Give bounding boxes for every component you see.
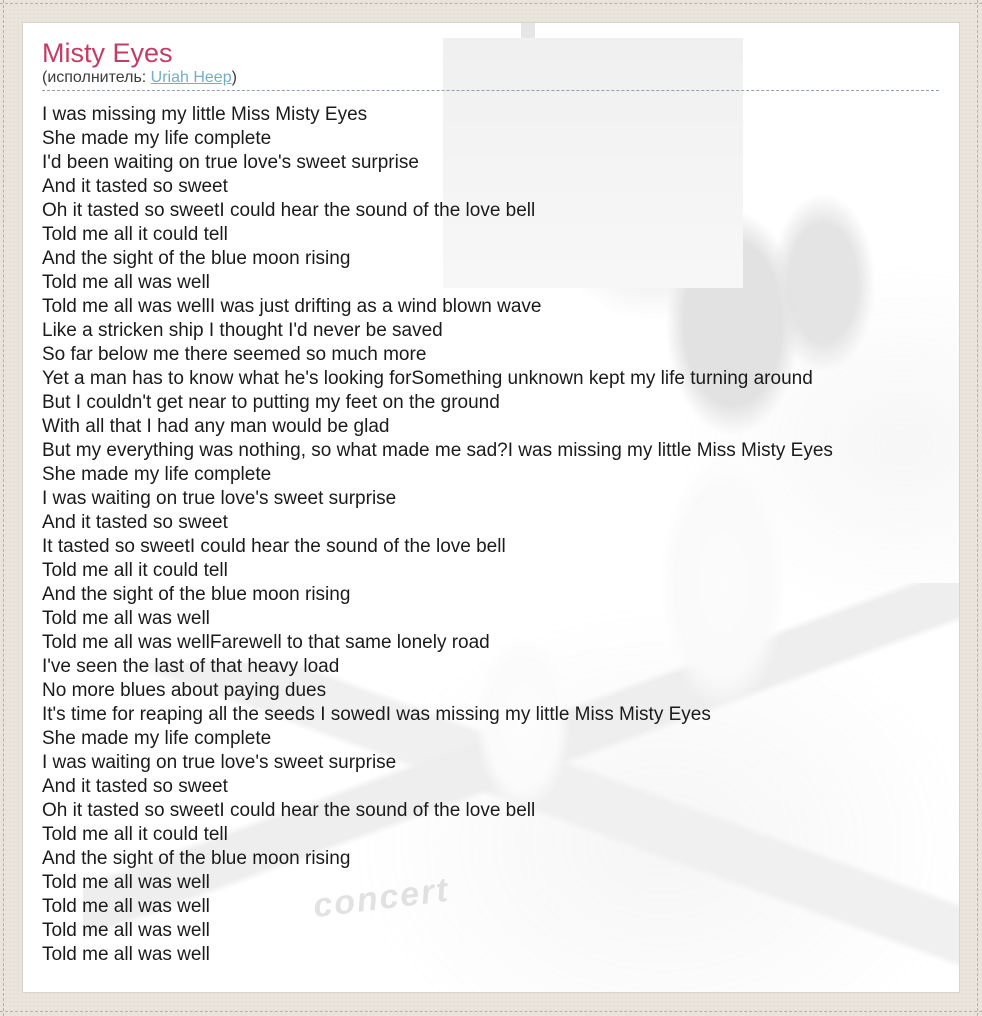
lyric-line: Told me all it could tell	[42, 224, 228, 245]
page-title: Misty Eyes	[42, 38, 173, 68]
lyric-line: And it tasted so sweet	[42, 776, 228, 797]
artist-label-suffix: )	[231, 69, 237, 86]
lyric-line: Told me all was well	[42, 272, 210, 293]
lyric-line: Like a stricken ship I thought I'd never be saved	[42, 320, 443, 341]
lyric-line: I was waiting on true love's sweet surprise	[42, 488, 397, 509]
lyric-line: Told me all was wellFarewell to that same lonely road	[42, 632, 490, 653]
lyric-line: Told me all was well	[42, 872, 210, 893]
lyric-line: It's time for reaping all the seeds I sowedI was missing my little Miss Misty Eyes	[42, 704, 711, 725]
lyric-line: She made my life complete	[42, 464, 272, 485]
artist-link[interactable]: Uriah Heep	[150, 69, 232, 86]
lyric-line: No more blues about paying dues	[42, 680, 327, 701]
lyric-line: I was missing my little Miss Misty Eyes	[42, 104, 368, 125]
lyrics-text	[42, 103, 959, 967]
lyric-line: And the sight of the blue moon rising	[42, 848, 351, 869]
lyric-line: Told me all was well	[42, 920, 210, 941]
lyric-line: I was waiting on true love's sweet surprise	[42, 752, 397, 773]
lyric-line: And the sight of the blue moon rising	[42, 584, 351, 605]
lyric-line: Told me all was wellI was just drifting as a wind blown wave	[42, 296, 542, 317]
lyric-line: And it tasted so sweet	[42, 176, 228, 197]
lyric-line: So far below me there seemed so much more	[42, 344, 427, 365]
lyric-line: It tasted so sweetI could hear the sound of the love bell	[42, 536, 506, 557]
lyric-line: She made my life complete	[42, 728, 272, 749]
stitched-border-top	[0, 3, 982, 4]
lyric-line: I'd been waiting on true love's sweet surprise	[42, 152, 419, 173]
lyric-line: With all that I had any man would be glad	[42, 416, 390, 437]
lyric-line: And it tasted so sweet	[42, 512, 228, 533]
lyric-line: I've seen the last of that heavy load	[42, 656, 340, 677]
lyric-line: But my everything was nothing, so what made me sad?I was missing my little Miss Misty Eyes	[42, 440, 833, 461]
lyric-line: She made my life complete	[42, 128, 272, 149]
lyric-line: Told me all it could tell	[42, 824, 228, 845]
card-content	[23, 23, 959, 967]
lyric-line: Told me all it could tell	[42, 560, 228, 581]
photo-concert-watermark: concert	[311, 870, 452, 926]
lyric-line: Told me all was well	[42, 944, 210, 965]
lyric-line: Oh it tasted so sweetI could hear the sound of the love bell	[42, 800, 536, 821]
lyric-line: Told me all was well	[42, 896, 210, 917]
stitched-border-bottom	[0, 1011, 982, 1012]
stitched-border-right	[977, 0, 978, 1016]
lyric-line: Oh it tasted so sweetI could hear the sound of the love bell	[42, 200, 536, 221]
lyric-line: And the sight of the blue moon rising	[42, 248, 351, 269]
lyric-line: Yet a man has to know what he's looking forSomething unknown kept my life turning around	[42, 368, 813, 389]
artist-label-prefix: (исполнитель:	[42, 69, 151, 86]
lyrics-card	[22, 22, 960, 993]
lyric-line: Told me all was well	[42, 608, 210, 629]
artist-line	[42, 68, 939, 91]
stitched-border-left	[3, 0, 4, 1016]
lyric-line: But I couldn't get near to putting my feet on the ground	[42, 392, 500, 413]
